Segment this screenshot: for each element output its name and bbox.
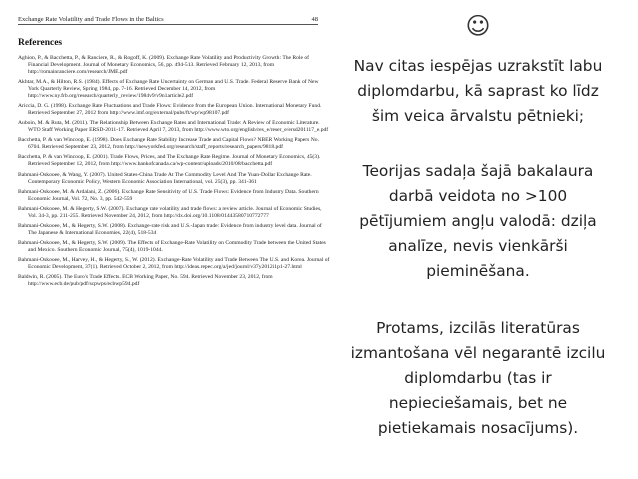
running-title: Exchange Rate Volatility and Trade Flows in the Baltics xyxy=(18,16,164,23)
reference-entry: Bahmani-Oskooee, M., & Hegerty, S.W. (2009). The Effects of Exchange-Rate Volatility on Commodity Trade between the United States and Mexico. Southern Economic Journal, 75(4), 1019-1044. xyxy=(18,239,326,253)
reference-entry: Akhtar, M.A., & Hilton, R.S. (1984). Effects of Exchange Rate Uncertainty on German and U.S. Trade. Federal Reserve Bank of New York Quarterly Review, Spring 1984, pp. 7-16. Retrieved December 14, 2012, from http://www.ny.frb.org/research/quarterly_review/1984v9/v9n1article2.pdf xyxy=(18,79,319,100)
reference-entry: Bacchetta, P. & van Wincoop, E. (2001). Trade Flows, Prices, and The Exchange Rate Regime. Journal of Monetary Economics, 45(3). Retrieved September 12, 2012, from http://www.bankofcanada.ca/wp-content/uploads/2010/08/bacchetta.pdf xyxy=(18,154,321,168)
reference-entry: Auboin, M. & Ruta, M. (2011). The Relationship Between Exchange Rates and International Trade: A Review of Economic Literature. WTO Staff Working Paper ERSD-2011-17. Retrieved April 7, 2013, from http://www.wto.org/english/res_e/reser_e/ersd201117_e.pdf xyxy=(18,120,329,134)
reference-entry: Bahmani-Oskooee, M., & Hegerty, S.W. (2008). Exchange-rate risk and U.S.-Japan trade: Evidence from industry level data. Journal of The Japanese & International Economies, 22(4), 518-534 xyxy=(18,222,322,236)
reference-entry: Baldwin, R. (2005). The Euro's Trade Effects. ECB Working Paper, No. 594. Retrieved November 23, 2012, from http://www.ecb.de/pub/pdf/scpwps/ecbwp594.pdf xyxy=(18,274,273,288)
reference-entry: Bacchetta, P. & van Wincoop, E. (1998). Does Exchange Rate Stability Increase Trade and Capital Flows? NBER Working Papers No. 6704. Retrieved September 23, 2012, from http://newyorkfed.org/research/staff_reports/research_papers/9818.pdf xyxy=(18,137,319,151)
reference-entry: Bahmani-Oskooee, & Wang, Y. (2007). United States-China Trade At The Commodity Level And The Yuan-Dollar Exchange Rate. Contemporary Economic Policy, Western Economic Association International, vol. 25(3), pp. 341-361 xyxy=(18,171,312,185)
references-heading: References xyxy=(18,38,63,48)
reference-entry: Bahmani-Oskooee, M. & Ardalani, Z. (2006). Exchange Rate Sensitivity of U.S. Trade Flows: Evidence from Industry Data. Southern Economic Journal, Vol. 72, No. 3, pp. 542-559 xyxy=(18,188,319,202)
slide-text-panel xyxy=(328,0,628,479)
page-number: 48 xyxy=(311,16,318,23)
reference-entry: Bahmani-Oskooee, M. & Hegerty, S.W. (2007). Exchange rate volatility and trade flows: a review article. Journal of Economic Studies, Vol. 34-3, pp. 211-255. Retrieved November 24, 2012, from http://dx.doi.org/10.1108/01443580710772777 xyxy=(18,205,322,219)
slide-paragraph-1: Nav citas iespējas uzrakstīt labu diplomdarbu, kā saprast ko līdz šim veica ārvalstu pētnieki; xyxy=(353,57,603,125)
slide-paragraph-2: Teorijas sadaļa šajā bakalaura darbā veidota no >100 pētījumiem angļu valodā: dziļa analīze, nevis vienkārši pieminēšana. xyxy=(359,162,597,280)
smiley-icon: ☺ xyxy=(465,12,491,40)
slide-paragraph-3: Protams, izcilās literatūras izmantošana vēl negarantē izcilu diplomdarbu (tas ir nepieciešamais, bet ne pietiekamais nosacījums). xyxy=(350,319,606,437)
reference-list xyxy=(18,55,330,291)
reference-entry: Ariccia, D. G. (1998). Exchange Rate Fluctuations and Trade Flows: Evidence from the European Union. International Monetary Fund. Retrieved September 27, 2012 from http://www.imf.org/external/pubs/ft/wp/wp98107.pdf xyxy=(18,103,322,117)
running-header xyxy=(18,16,318,25)
reference-entry: Bahmani-Oskooee, M., Harvey, H., & Hegerty, S., W. (2012). Exchange-Rate Volatility and Trade Between The U.S. and Korea. Journal of Economic Development, 37(1). Retrieved October 2, 2012, from http://ideas.repec.org/a/jed/journl/v37y2012i1p1-27.html xyxy=(18,257,330,271)
reference-entry: Aghion, P., & Bacchetta, P., & Ranciere, R., & Rogoff, K. (2009). Exchange Rate Volatility and Productivity Growth: The Role of Financial Development. Journal of Monetary Economics, 56, pp. 494-513. Retrieved February 12, 2013, from http://romainranciere.com/research/JME.pdf xyxy=(18,55,310,75)
